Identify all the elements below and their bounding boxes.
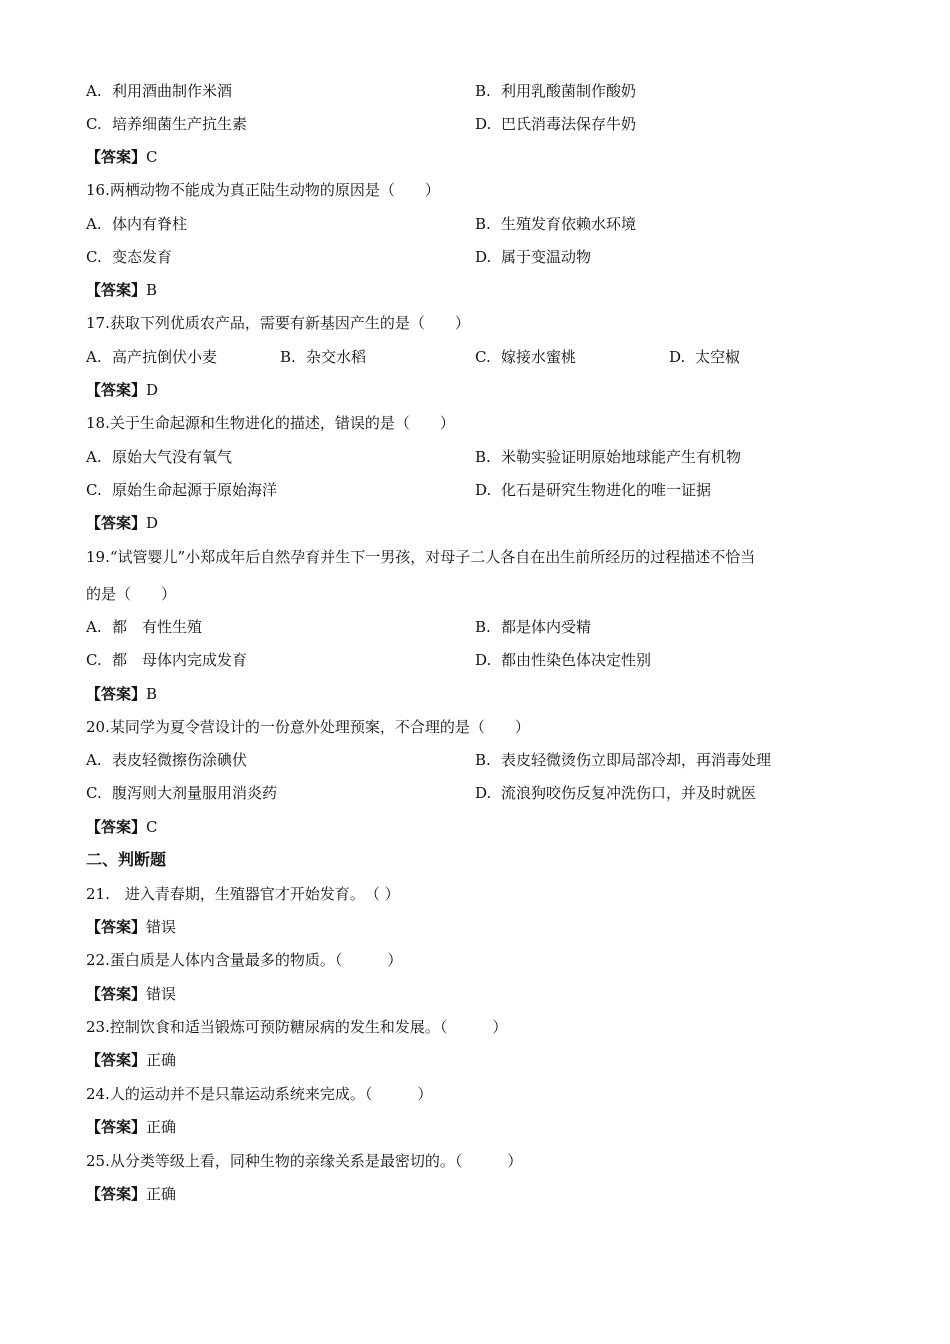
q20-option-b: B. 表皮轻微烫伤立即局部冷却，再消毒处理 [475,751,772,769]
q15-answer: 【答案】C [86,148,158,166]
q17-answer: 【答案】D [86,381,159,399]
q20-options-row-2 [86,783,866,803]
q18-answer: 【答案】D [86,514,159,532]
q18-option-a: A. 原始大气没有氧气 [86,448,233,466]
q19-stem-line-2: 的是（ ） [86,585,177,603]
q19-option-b: B. 都是体内受精 [475,618,592,636]
q19-options-row-1 [86,617,866,637]
q21-stem: 21. 进入青春期，生殖器官才开始发育。 （ ） [86,885,400,903]
q23-stem: 23.控制饮食和适当锻炼可预防糖尿病的发生和发展。（ ） [86,1018,508,1036]
q24-answer: 【答案】正确 [86,1118,177,1136]
q23-answer: 【答案】正确 [86,1051,177,1069]
q20-answer: 【答案】C [86,818,158,836]
q15-option-b: B. 利用乳酸菌制作酸奶 [475,82,637,100]
q16-option-c: C. 变态发育 [86,248,173,266]
q22-answer: 【答案】错误 [86,985,177,1003]
q16-option-b: B. 生殖发育依赖水环境 [475,215,637,233]
q22-stem: 22.蛋白质是人体内含量最多的物质。（ ） [86,951,403,969]
q20-options-row-1 [86,750,866,770]
q25-stem: 25.从分类等级上看，同种生物的亲缘关系是最密切的。（ ） [86,1152,523,1170]
q15-option-a: A. 利用酒曲制作米酒 [86,82,233,100]
q15-option-c: C. 培养细菌生产抗生素 [86,115,248,133]
q19-option-a: A. 都 有性生殖 [86,618,203,636]
q17-options-row [86,347,866,367]
q15-options-row-2 [86,114,866,134]
q19-answer: 【答案】B [86,685,158,703]
q17-option-b: B. 杂交水稻 [280,348,367,366]
q19-options-row-2 [86,650,866,670]
q16-option-a: A. 体内有脊柱 [86,215,188,233]
q17-option-c: C. 嫁接水蜜桃 [475,348,577,366]
q20-option-a: A. 表皮轻微擦伤涂碘伏 [86,751,248,769]
q18-stem: 18.关于生命起源和生物进化的描述，错误的是（ ） [86,414,455,432]
q17-option-a: A. 高产抗倒伏小麦 [86,348,218,366]
q17-stem: 17.获取下列优质农产品，需要有新基因产生的是（ ） [86,314,470,332]
q19-stem-line-1: 19.“试管婴儿”小郑成年后自然孕育并生下一男孩，对母子二人各自在出生前所经历的过程描述不恰当 [86,548,756,566]
q18-options-row-1 [86,447,866,467]
q18-option-b: B. 米勒实验证明原始地球能产生有机物 [475,448,742,466]
q16-options-row-1 [86,214,866,234]
q20-stem: 20.某同学为夏令营设计的一份意外处理预案，不合理的是（ ） [86,718,530,736]
q18-option-d: D. 化石是研究生物进化的唯一证据 [475,481,712,499]
q20-option-c: C. 腹泻则大剂量服用消炎药 [86,784,278,802]
q25-answer: 【答案】正确 [86,1185,177,1203]
q15-options-row-1 [86,81,866,101]
q15-option-d: D. 巴氏消毒法保存牛奶 [475,115,637,133]
q16-option-d: D. 属于变温动物 [475,248,592,266]
q16-answer: 【答案】B [86,281,158,299]
q16-options-row-2 [86,247,866,267]
q24-stem: 24.人的运动并不是只靠运动系统来完成。（ ） [86,1085,433,1103]
q20-option-d: D. 流浪狗咬伤反复冲洗伤口，并及时就医 [475,784,757,802]
q19-option-d: D. 都由性染色体决定性别 [475,651,652,669]
q21-answer: 【答案】错误 [86,918,177,936]
q17-option-d: D. 太空椒 [669,348,741,366]
section-heading-true-false: 二、判断题 [86,850,167,869]
q16-stem: 16.两栖动物不能成为真正陆生动物的原因是（ ） [86,181,440,199]
q19-option-c: C. 都 母体内完成发育 [86,651,248,669]
q18-options-row-2 [86,480,866,500]
q18-option-c: C. 原始生命起源于原始海洋 [86,481,278,499]
